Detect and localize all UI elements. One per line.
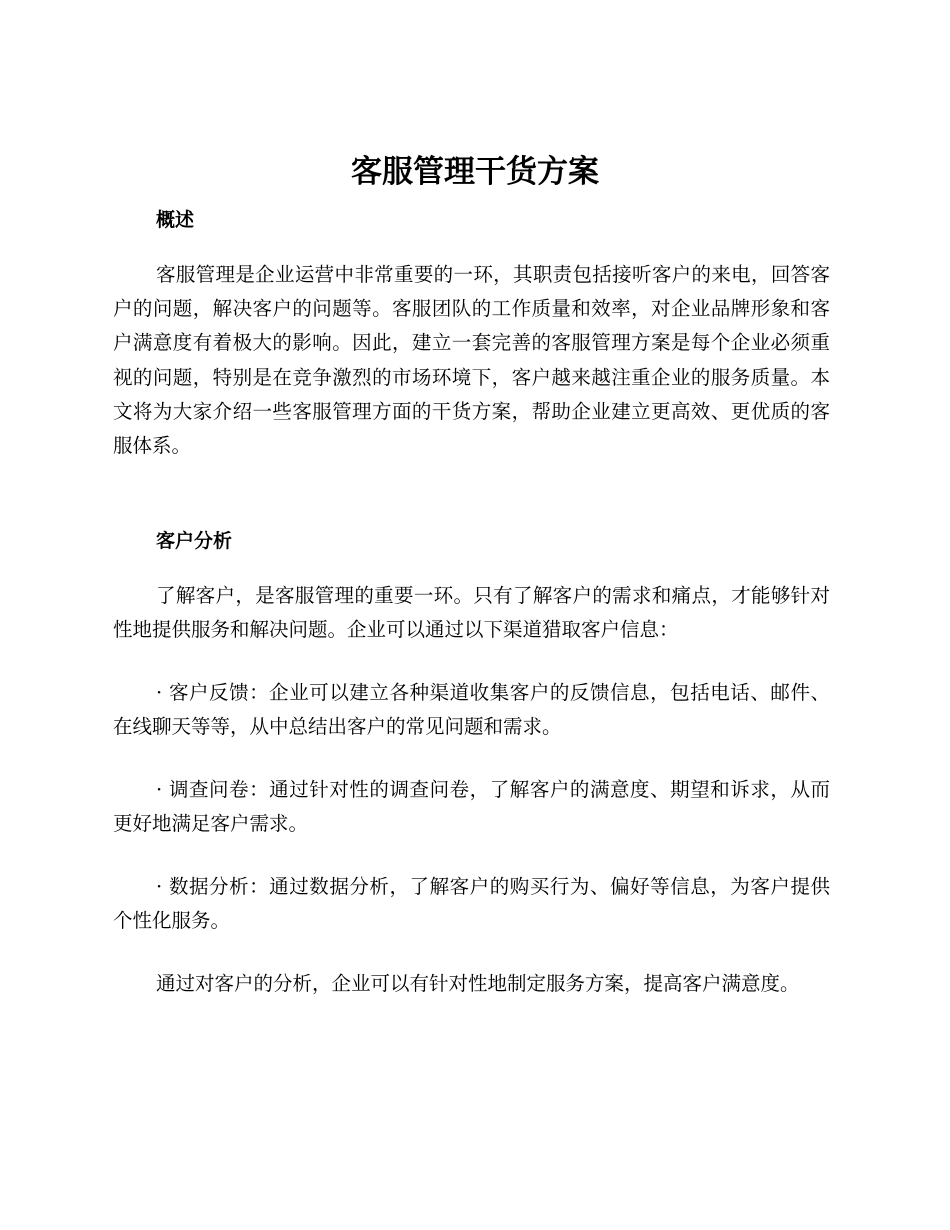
conclusion-paragraph: 通过对客户的分析，企业可以有针对性地制定服务方案，提高客户满意度。 — [156, 972, 800, 995]
overview-paragraph: 客服管理是企业运营中非常重要的一环，其职责包括接听客户的来电，回答客户的问题，解决客户的问题等。客服团队的工作质量和效率，对企业品牌形象和客户满意度有着极大的影响。因此，建立一套完善的客服管理方案是每个企业必须重视的问题，特别是在竞争激烈的市场环境下，客户越来越注重企业的服务质量。本文将为大家介绍一些客服管理方面的干货方案，帮助企业建立更高效、更优质的客服体系。 — [113, 263, 830, 458]
section-heading-customer-analysis: 客户分析 — [156, 530, 233, 552]
bullet-data-analysis: · 数据分析：通过数据分析，了解客户的购买行为、偏好等信息，为客户提供个性化服务。 — [113, 875, 830, 933]
customer-analysis-intro-paragraph: 了解客户，是客服管理的重要一环。只有了解客户的需求和痛点，才能够针对性地提供服务和解决问题。企业可以通过以下渠道猎取客户信息： — [113, 584, 830, 642]
section-heading-overview: 概述 — [156, 209, 195, 231]
document-title: 客服管理干货方案 — [351, 154, 599, 190]
bullet-customer-feedback: · 客户反馈：企业可以建立各种渠道收集客户的反馈信息，包括电话、邮件、在线聊天等等，从中总结出客户的常见问题和需求。 — [113, 681, 830, 739]
bullet-survey: · 调查问卷：通过针对性的调查问卷，了解客户的满意度、期望和诉求，从而更好地满足客户需求。 — [113, 778, 830, 836]
